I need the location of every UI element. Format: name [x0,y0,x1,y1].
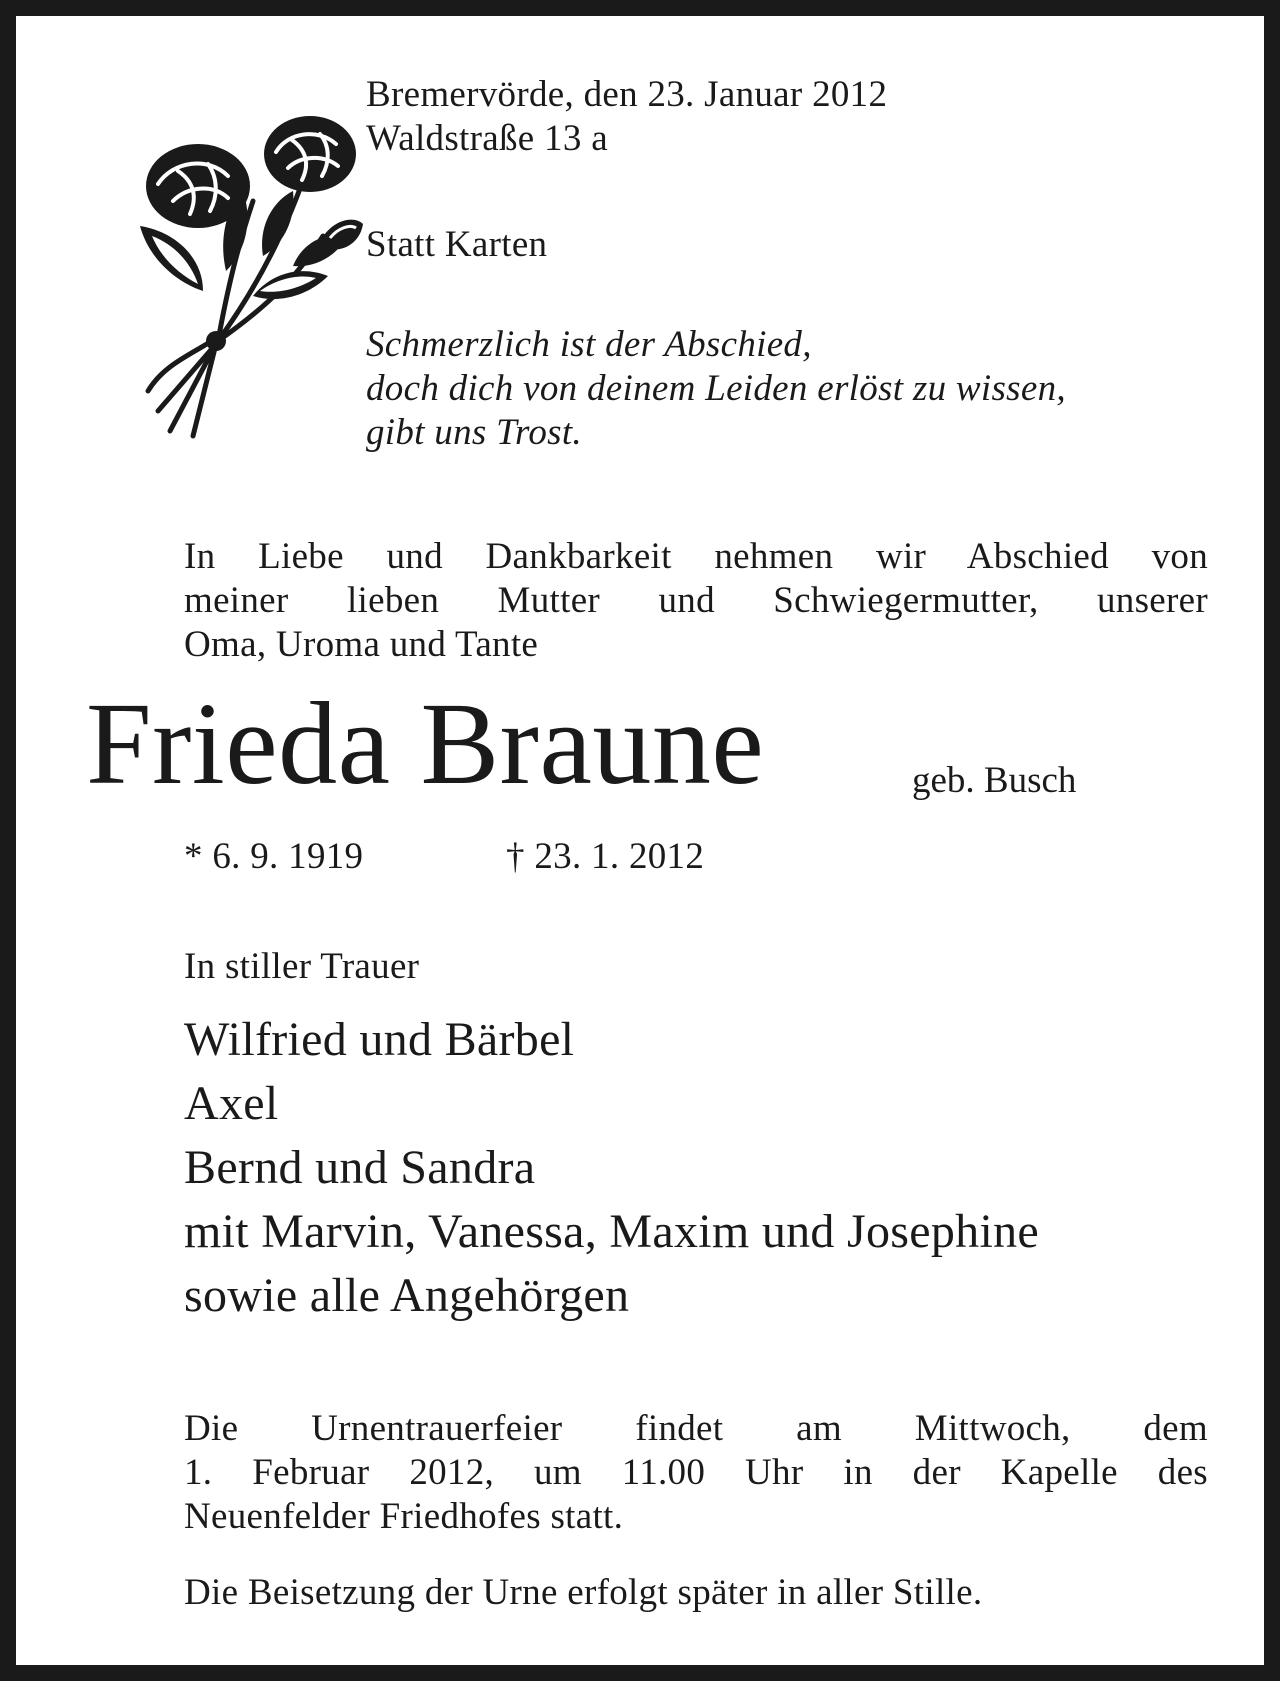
mourner-name: mit Marvin, Vanessa, Maxim und Josephine [184,1205,1040,1258]
burial-note: Die Beisetzung der Urne erfolgt später in aller Stille. [184,1572,983,1613]
roses-icon [78,106,368,446]
birth-date: * 6. 9. 1919 [184,836,364,877]
service-line: Die Urnentrauerfeier findet am Mittwoch, dem [184,1408,1208,1449]
statt-karten-note: Statt Karten [366,224,548,265]
mourner-name: Bernd und Sandra [184,1141,536,1194]
verse-line: gibt uns Trost. [366,412,582,453]
maiden-name: geb. Busch [912,760,1077,801]
intro-line: meiner lieben Mutter und Schwiegermutter, unserer [184,580,1208,621]
intro-line: In Liebe und Dankbarkeit nehmen wir Abschied von [184,536,1208,577]
service-line: 1. Februar 2012, um 11.00 Uhr in der Kapelle des [184,1452,1208,1493]
mourner-name: sowie alle Angehörgen [184,1269,630,1322]
verse-line: doch dich von deinem Leiden erlöst zu wissen, [366,368,1066,409]
mourner-name: Wilfried und Bärbel [184,1013,575,1066]
place-date: Bremervörde, den 23. Januar 2012 [366,74,888,115]
death-date: † 23. 1. 2012 [506,836,705,877]
intro-line: Oma, Uroma und Tante [184,624,539,665]
verse-line: Schmerzlich ist der Abschied, [366,324,812,365]
address: Waldstraße 13 a [366,118,608,159]
mourner-name: Axel [184,1077,279,1130]
mourning-heading: In stiller Trauer [184,946,420,987]
deceased-name: Frieda Braune [86,678,765,809]
service-line: Neuenfelder Friedhofes statt. [184,1496,624,1537]
